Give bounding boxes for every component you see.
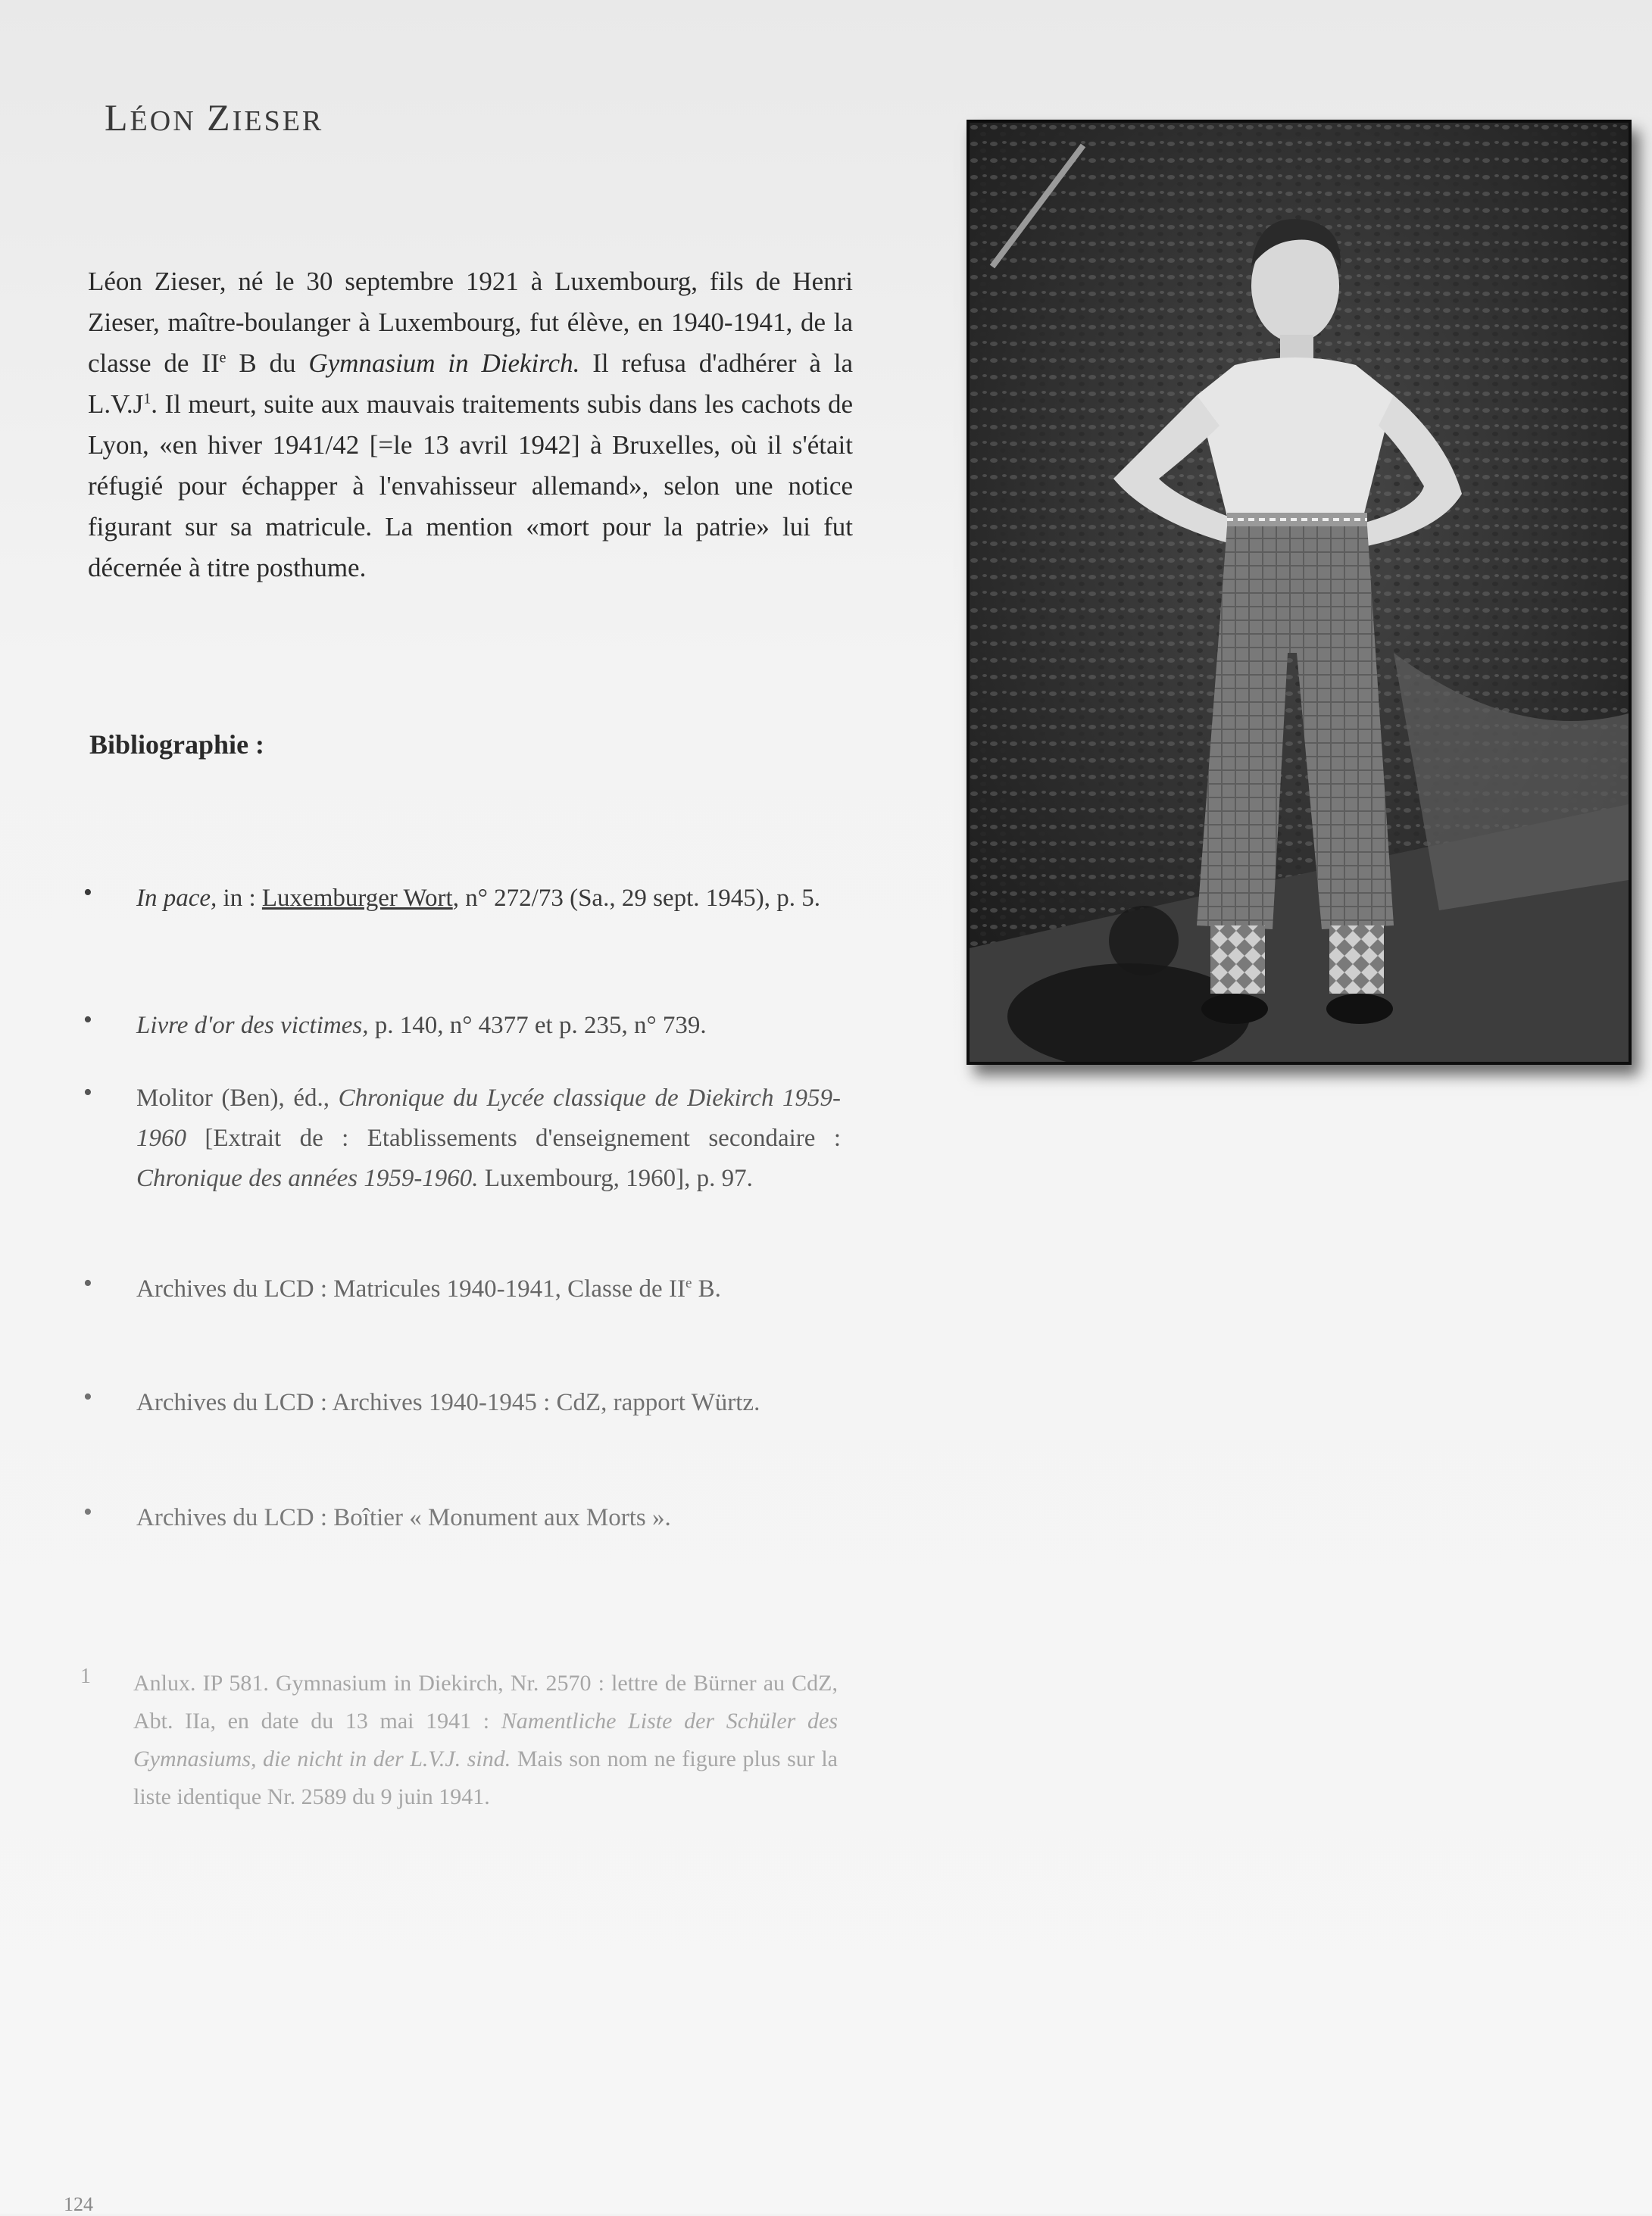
source-link[interactable]: Luxemburger Wort bbox=[261, 885, 453, 912]
bullet-icon: • bbox=[83, 1006, 92, 1034]
footnote-number: 1 bbox=[80, 1665, 91, 1688]
footnote: 1 Anlux. IP 581. Gymnasium in Diekirch, Nr. 2570 : lettre de Bürner au CdZ, Abt. IIa, en date du 13 mai 1941 : Namentliche Liste der Schüler des Gymnasiums, die nicht in der L.V.J. sind. Mais son nom ne figure plus sur la liste identique Nr. 2589 du 9 juin 1941. bbox=[80, 1665, 838, 1809]
list-item: • Archives du LCD : Archives 1940-1945 : CdZ, rapport Würtz. bbox=[83, 1383, 760, 1416]
list-item: • Molitor (Ben), éd., Chronique du Lycée classique de Diekirch 1959-1960 [Extrait de : Etablissements d'enseignement secondaire : Chronique des années 1959-1960. Luxembourg, 1960], p. 97. bbox=[83, 1078, 841, 1192]
bullet-icon: • bbox=[83, 1078, 92, 1106]
bullet-icon: • bbox=[83, 879, 92, 907]
page-title: LÉON ZIESER bbox=[105, 96, 324, 139]
list-item: • Archives du LCD : Boîtier « Monument aux Morts ». bbox=[83, 1498, 671, 1531]
bullet-icon: • bbox=[83, 1498, 92, 1526]
list-item: • Livre d'or des victimes, p. 140, n° 4377 et p. 235, n° 739. bbox=[83, 1006, 707, 1039]
portrait-photo bbox=[967, 120, 1632, 1065]
footnote-ref[interactable]: 1 bbox=[143, 390, 151, 407]
bullet-icon: • bbox=[83, 1269, 92, 1297]
bibliography-heading: Bibliographie : bbox=[89, 729, 265, 760]
page-number: 124 bbox=[64, 2193, 93, 2215]
portrait-photo-icon bbox=[970, 123, 1629, 1062]
bullet-icon: • bbox=[83, 1383, 92, 1411]
list-item: • In pace, in : Luxemburger Wort, n° 272/73 (Sa., 29 sept. 1945), p. 5. bbox=[83, 879, 820, 912]
list-item: • Archives du LCD : Matricules 1940-1941, Classe de IIe B. bbox=[83, 1269, 721, 1303]
biography-paragraph: Léon Zieser, né le 30 septembre 1921 à Luxembourg, fils de Henri Zieser, maître-boulanger à Luxembourg, fut élève, en 1940-1941, de la classe de IIe B du Gymnasium in Diekirch. Il refusa d'adhérer à la $L.V.J^1$. Il meurt, suite aux mauvais traitements subis dans les cachots de Lyon, «en hiver 1941/42 [=le 13 avril 1942] à Bruxelles, où il s'était réfugié pour échapper à l'envahisseur allemand», selon une notice figurant sur sa matricule. La mention «mort pour la patrie» lui fut décernée à titre posthume. bbox=[88, 267, 853, 582]
